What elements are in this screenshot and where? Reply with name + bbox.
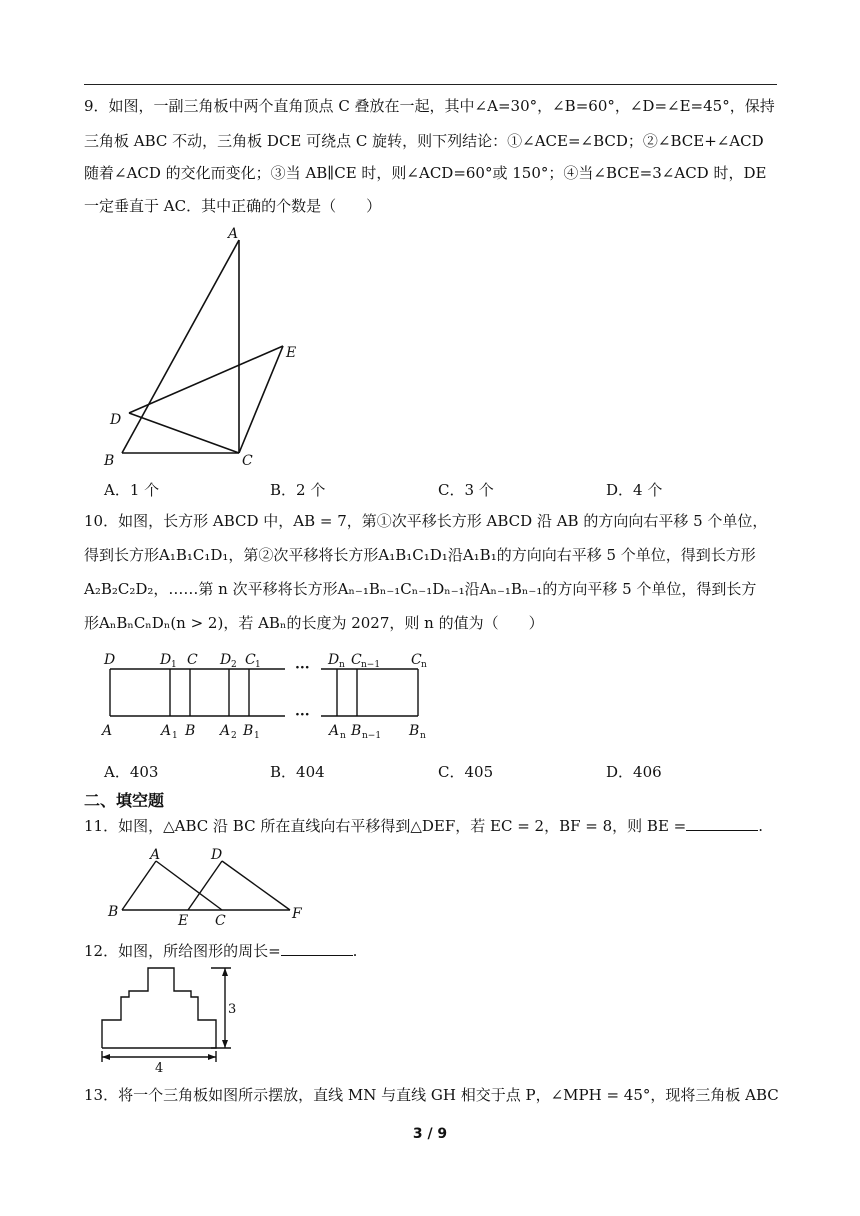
q10-label-An: A [329,723,340,739]
q10-sub-An: n [340,731,346,741]
q10-sub-A2: 2 [231,731,237,741]
q10-label-A1: A [161,723,172,739]
section-heading: 二、填空题 [84,791,165,810]
q12-text-before: 12．如图，所给图形的周长= [84,942,281,960]
q9-line-2: 三角板 ABC 不动，三角板 DCE 可绕点 C 旋转，则下列结论：①∠ACE=∠BCD；②∠BCE+∠ACD [84,132,764,150]
q11-label-A: A [150,847,161,863]
q10-label-B1: B [243,723,254,739]
q9-label-C: C [242,453,253,469]
q12-text-after: . [352,942,358,960]
q9-line-4: 一定垂直于 AC．其中正确的个数是（ ） [84,197,382,215]
q10-sub-D1: 1 [171,660,177,670]
q11-label-C: C [215,913,226,929]
q9-option-c[interactable]: C．3 个 [438,481,494,499]
q10-line-1: 10．如图，长方形 ABCD 中，AB = 7，第①次平移长方形 ABCD 沿 AB 的方向向右平移 5 个单位， [84,512,768,530]
q12-height-label: 3 [228,1002,237,1017]
q11-text-after: . [758,817,764,835]
q10-sub-Cn: n [421,660,427,670]
q10-label-Bn1: B [351,723,362,739]
q10-label-Cn: C [411,652,422,668]
q11-label-E: E [178,913,189,929]
q10-label-B: B [185,723,196,739]
q10-label-C1: C [245,652,256,668]
q12-width-label: 4 [155,1061,164,1076]
q10-label-D: D [104,652,116,668]
page-number: 3 / 9 [412,1126,448,1142]
q9-label-E: E [286,345,297,361]
q10-option-a[interactable]: A．403 [104,763,159,781]
q10-label-Dn: D [328,652,340,668]
q10-line-4: 形AₙBₙCₙDₙ(n > 2)，若 ABₙ的长度为 2027，则 n 的值为（ ） [84,614,544,632]
q11-label-B: B [108,904,119,920]
q9-label-D: D [110,412,122,428]
q10-option-c[interactable]: C．405 [438,763,494,781]
q11-label-D: D [211,847,223,863]
q10-label-A2: A [220,723,231,739]
q10-label-A: A [102,723,113,739]
q11-text-before: 11．如图，△ABC 沿 BC 所在直线向右平移得到△DEF，若 EC = 2，BF = 8，则 BE = [84,817,687,835]
q10-sub-Dn: n [339,660,345,670]
q13-line-1: 13．将一个三角板如图所示摆放，直线 MN 与直线 GH 相交于点 P，∠MPH = 45°，现将三角板 ABC [84,1086,779,1104]
q9-option-a[interactable]: A．1 个 [104,481,160,499]
q10-line-3: A₂B₂C₂D₂，……第 n 次平移将长方形Aₙ₋₁Bₙ₋₁Cₙ₋₁Dₙ₋₁沿Aₙ₋₁Bₙ₋₁的方向平移 5 个单位，得到长方 [84,580,757,598]
q10-label-Cn1: C [351,652,362,668]
q10-sub-Bn: n [420,731,426,741]
q10-line-2: 得到长方形A₁B₁C₁D₁，第②次平移将长方形A₁B₁C₁D₁沿A₁B₁的方向向右平移 5 个单位，得到长方形 [84,546,756,564]
q9-label-B: B [104,453,115,469]
q10-sub-A1: 1 [172,731,178,741]
q10-label-C: C [187,652,198,668]
q10-dots-bottom: ··· [295,707,310,723]
q9-label-A: A [228,226,239,242]
q9-line-1: 9．如图，一副三角板中两个直角顶点 C 叠放在一起，其中∠A=30°，∠B=60°，∠D=∠E=45°，保持 [84,97,775,115]
q9-option-d[interactable]: D．4 个 [606,481,663,499]
q10-option-d[interactable]: D．406 [606,763,662,781]
q11-label-F: F [292,906,302,922]
q10-option-b[interactable]: B．404 [270,763,325,781]
q10-sub-Cn1: n−1 [361,660,381,670]
q10-sub-C1: 1 [255,660,261,670]
q10-label-Bn: B [409,723,420,739]
q10-sub-D2: 2 [231,660,237,670]
q10-label-D1: D [160,652,172,668]
q10-sub-Bn1: n−1 [362,731,382,741]
q10-dots-top: ··· [295,660,310,676]
q10-sub-B1: 1 [254,731,260,741]
q9-line-3: 随着∠ACD 的交化而变化；③当 AB∥CE 时，则∠ACD=60°或 150°；④当∠BCE=3∠ACD 时，DE [84,164,767,182]
q10-label-D2: D [220,652,232,668]
q9-option-b[interactable]: B．2 个 [270,481,326,499]
